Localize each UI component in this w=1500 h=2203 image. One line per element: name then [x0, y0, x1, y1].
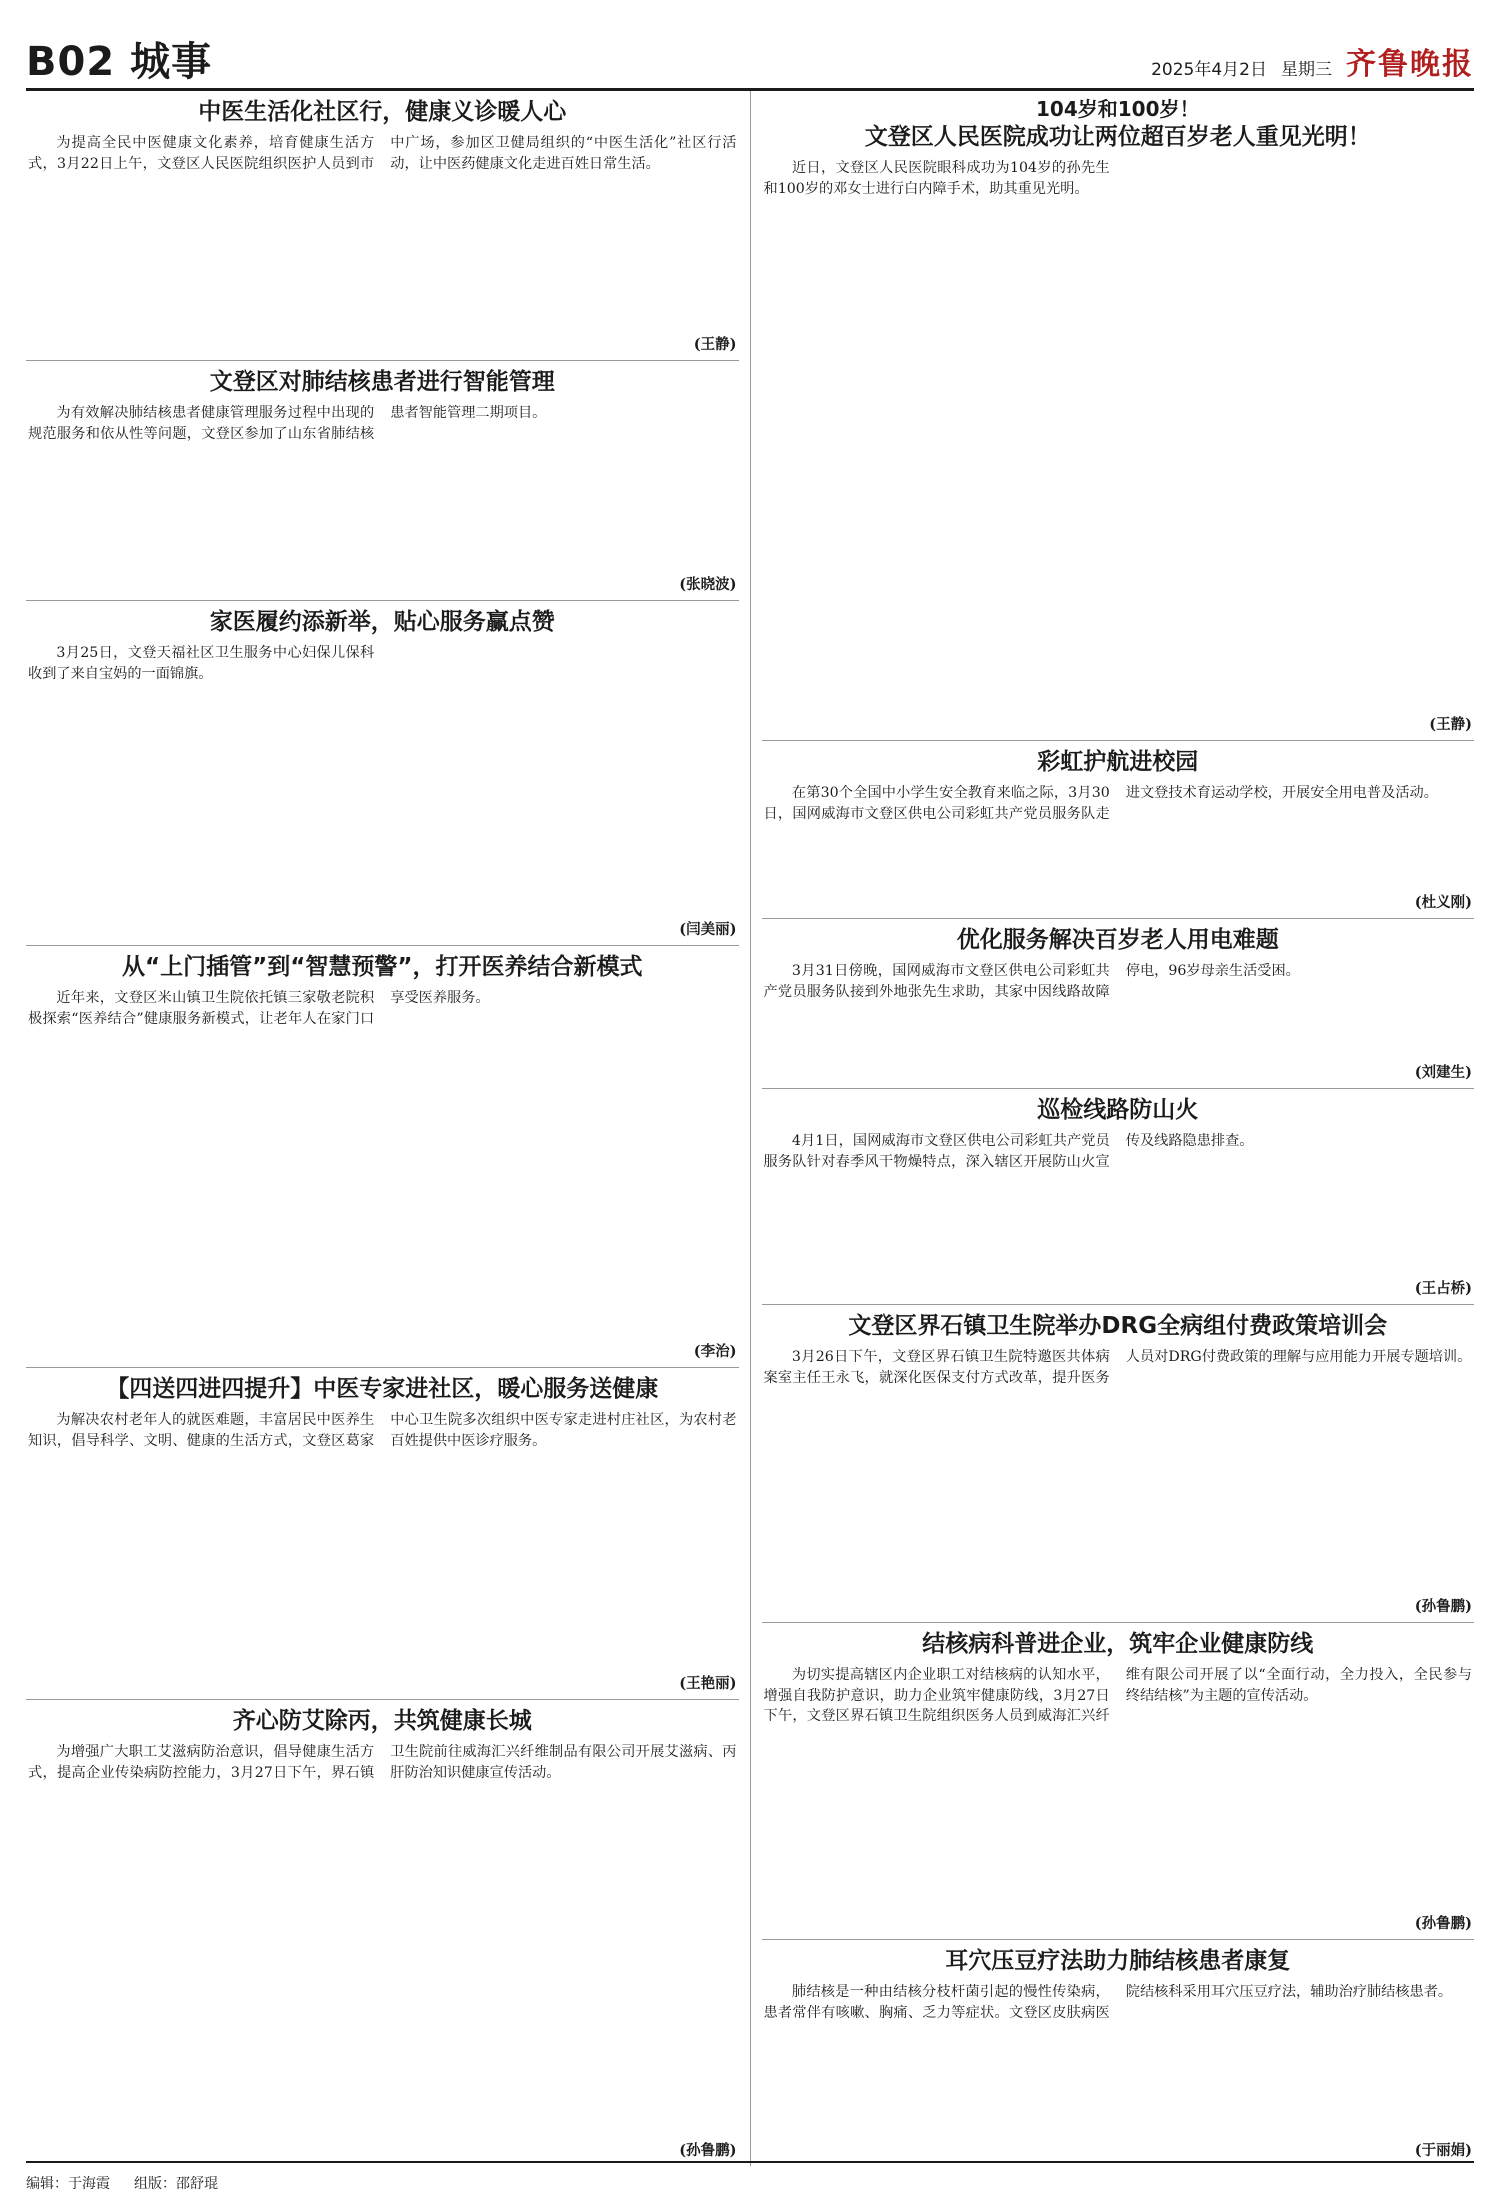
article-text: 在第30个全国中小学生安全教育来临之际，3月30日，国网威海市文登区供电公司彩虹共产党员服务队走进文登技术育运动学校，开展安全用电普及活动。 — [763, 784, 1438, 822]
footer-editor: 编辑：于海霞 — [26, 2176, 110, 2192]
article-body — [764, 1665, 1473, 1913]
article-elderly-care — [26, 946, 739, 1368]
article-byline: (刘建生) — [1414, 1064, 1472, 1082]
article-body — [764, 783, 1473, 892]
article-text: 为解决农村老年人的就医难题，丰富居民中医养生知识，倡导科学、文明、健康的生活方式，文登区葛家中心卫生院多次组织中医专家走进村庄社区，为农村老百姓提供中医诊疗服务。 — [28, 1411, 737, 1449]
article-headline: 齐心防艾除丙，共筑健康长城 — [232, 1708, 532, 1734]
right-column — [751, 91, 1475, 2166]
article-headline: 文登区人民医院成功让两位超百岁老人重见光明！ — [864, 124, 1371, 150]
article-byline: (杜义刚) — [1414, 894, 1472, 912]
masthead — [26, 28, 1474, 91]
article-byline: (孙鲁鹏) — [1414, 1915, 1472, 1933]
issue-date: 2025年4月2日 — [1151, 60, 1267, 80]
article-body — [764, 1131, 1473, 1278]
paper-name: 齐鲁晚报 — [1346, 47, 1474, 82]
article-text: 为切实提高辖区内企业职工对结核病的认知水平，增强自我防护意识，助力企业筑牢健康防线，3月27日下午，文登区界石镇卫生院组织医务人员到威海汇兴纤维有限公司开展了以“全面行动，全力投入，全民参与终结结核”为主题的宣传活动。 — [763, 1666, 1472, 1725]
page-footer — [26, 2161, 1474, 2203]
article-headline: 优化服务解决百岁老人用电难题 — [956, 927, 1279, 953]
article-byline: (王艳丽) — [679, 1675, 737, 1693]
article-headline: 结核病科普进企业，筑牢企业健康防线 — [922, 1631, 1314, 1657]
article-byline: (于丽娟) — [1414, 2142, 1472, 2160]
article-byline: (王占桥) — [1414, 1280, 1472, 1298]
article-byline: (孙鲁鹏) — [1414, 1598, 1472, 1616]
article-text: 近年来，文登区米山镇卫生院依托镇三家敬老院积极探索“医养结合”健康服务新模式，让老年人在家门口享受医养服务。 — [28, 989, 490, 1027]
article-headline: 【四送四进四提升】中医专家进社区，暖心服务送健康 — [106, 1376, 659, 1402]
article-text: 3月31日傍晚，国网威海市文登区供电公司彩虹共产党员服务队接到外地张先生求助，其家中因线路故障停电，96岁母亲生活受困。 — [763, 962, 1300, 1000]
article-body — [28, 988, 737, 1341]
article-tb-enterprise — [762, 1623, 1475, 1940]
left-column — [26, 91, 751, 2166]
article-byline: (王静) — [1429, 716, 1472, 734]
article-tcm-experts — [26, 1368, 739, 1700]
article-text: 为提高全民中医健康文化素养，培育健康生活方式，3月22日上午，文登区人民医院组织医护人员到市中广场，参加区卫健局组织的“中医生活化”社区行活动，让中医药健康文化走进百姓日常生活。 — [28, 134, 737, 172]
footer-layout: 组版：邵舒琨 — [134, 2176, 218, 2192]
article-text: 3月26日下午，文登区界石镇卫生院特邀医共体病案室主任王永飞，就深化医保支付方式改革，提升医务人员对DRG付费政策的理解与应用能力开展专题培训。 — [763, 1348, 1472, 1386]
article-byline: (李治) — [693, 1343, 737, 1361]
article-drg-training — [762, 1305, 1475, 1623]
article-rainbow-campus — [762, 741, 1475, 919]
article-centenarian-power — [762, 919, 1475, 1089]
article-headline: 耳穴压豆疗法助力肺结核患者康复 — [945, 1948, 1291, 1974]
article-centenarian-cataract — [762, 91, 1475, 741]
article-aids-prevention — [26, 1700, 739, 2166]
article-headline: 中医生活化社区行，健康义诊暖人心 — [198, 99, 567, 125]
article-headline: 巡检线路防山火 — [1037, 1097, 1199, 1123]
article-headline: 从“上门插管”到“智慧预警”，打开医养结合新模式 — [122, 954, 643, 980]
article-text: 肺结核是一种由结核分枝杆菌引起的慢性传染病，患者常伴有咳嗽、胸痛、乏力等症状。文登区皮肤病医院结核科采用耳穴压豆疗法，辅助治疗肺结核患者。 — [763, 1983, 1453, 2021]
article-tb-smart-management — [26, 361, 739, 601]
article-family-doctor — [26, 601, 739, 946]
article-body — [28, 133, 737, 334]
article-body — [764, 158, 1473, 714]
article-headline: 文登区界石镇卫生院举办DRG全病组付费政策培训会 — [848, 1313, 1388, 1339]
issue-weekday: 星期三 — [1281, 60, 1332, 80]
article-ear-acupressure — [762, 1940, 1475, 2166]
article-body — [28, 1742, 737, 2140]
article-tcm-community — [26, 91, 739, 361]
article-headline: 彩虹护航进校园 — [1037, 749, 1199, 775]
article-byline: (孙鲁鹏) — [679, 2142, 737, 2160]
article-text: 3月25日，文登天福社区卫生服务中心妇保儿保科收到了来自宝妈的一面锦旗。 — [28, 644, 375, 682]
article-body — [764, 1347, 1473, 1596]
section-label: B02 城事 — [26, 39, 213, 85]
columns — [26, 91, 1474, 2166]
article-text: 4月1日，国网威海市文登区供电公司彩虹共产党员服务队针对春季风干物燥特点，深入辖区开展防山火宣传及线路隐患排查。 — [763, 1132, 1254, 1170]
article-body — [28, 643, 737, 919]
article-text: 为增强广大职工艾滋病防治意识，倡导健康生活方式，提高企业传染病防控能力，3月27日下午，界石镇卫生院前往威海汇兴纤维制品有限公司开展艾滋病、丙肝防治知识健康宣传活动。 — [28, 1743, 737, 1781]
article-byline: (张晓波) — [679, 576, 737, 594]
article-text: 为有效解决肺结核患者健康管理服务过程中出现的规范服务和依从性等问题，文登区参加了山东省肺结核患者智能管理二期项目。 — [28, 404, 547, 442]
article-body — [28, 403, 737, 574]
article-byline: (王静) — [693, 336, 737, 354]
article-headline: 文登区对肺结核患者进行智能管理 — [209, 369, 555, 395]
masthead-right — [1151, 47, 1474, 88]
article-body — [764, 961, 1473, 1062]
article-body — [28, 1410, 737, 1673]
article-line-patrol — [762, 1089, 1475, 1305]
article-headline: 家医履约添新举，贴心服务赢点赞 — [209, 609, 555, 635]
article-byline: (闫美丽) — [679, 921, 737, 939]
article-text: 近日，文登区人民医院眼科成功为104岁的孙先生和100岁的邓女士进行白内障手术，助其重见光明。 — [763, 159, 1110, 197]
article-kicker: 104岁和100岁！ — [1036, 97, 1200, 121]
article-body — [764, 1982, 1473, 2140]
